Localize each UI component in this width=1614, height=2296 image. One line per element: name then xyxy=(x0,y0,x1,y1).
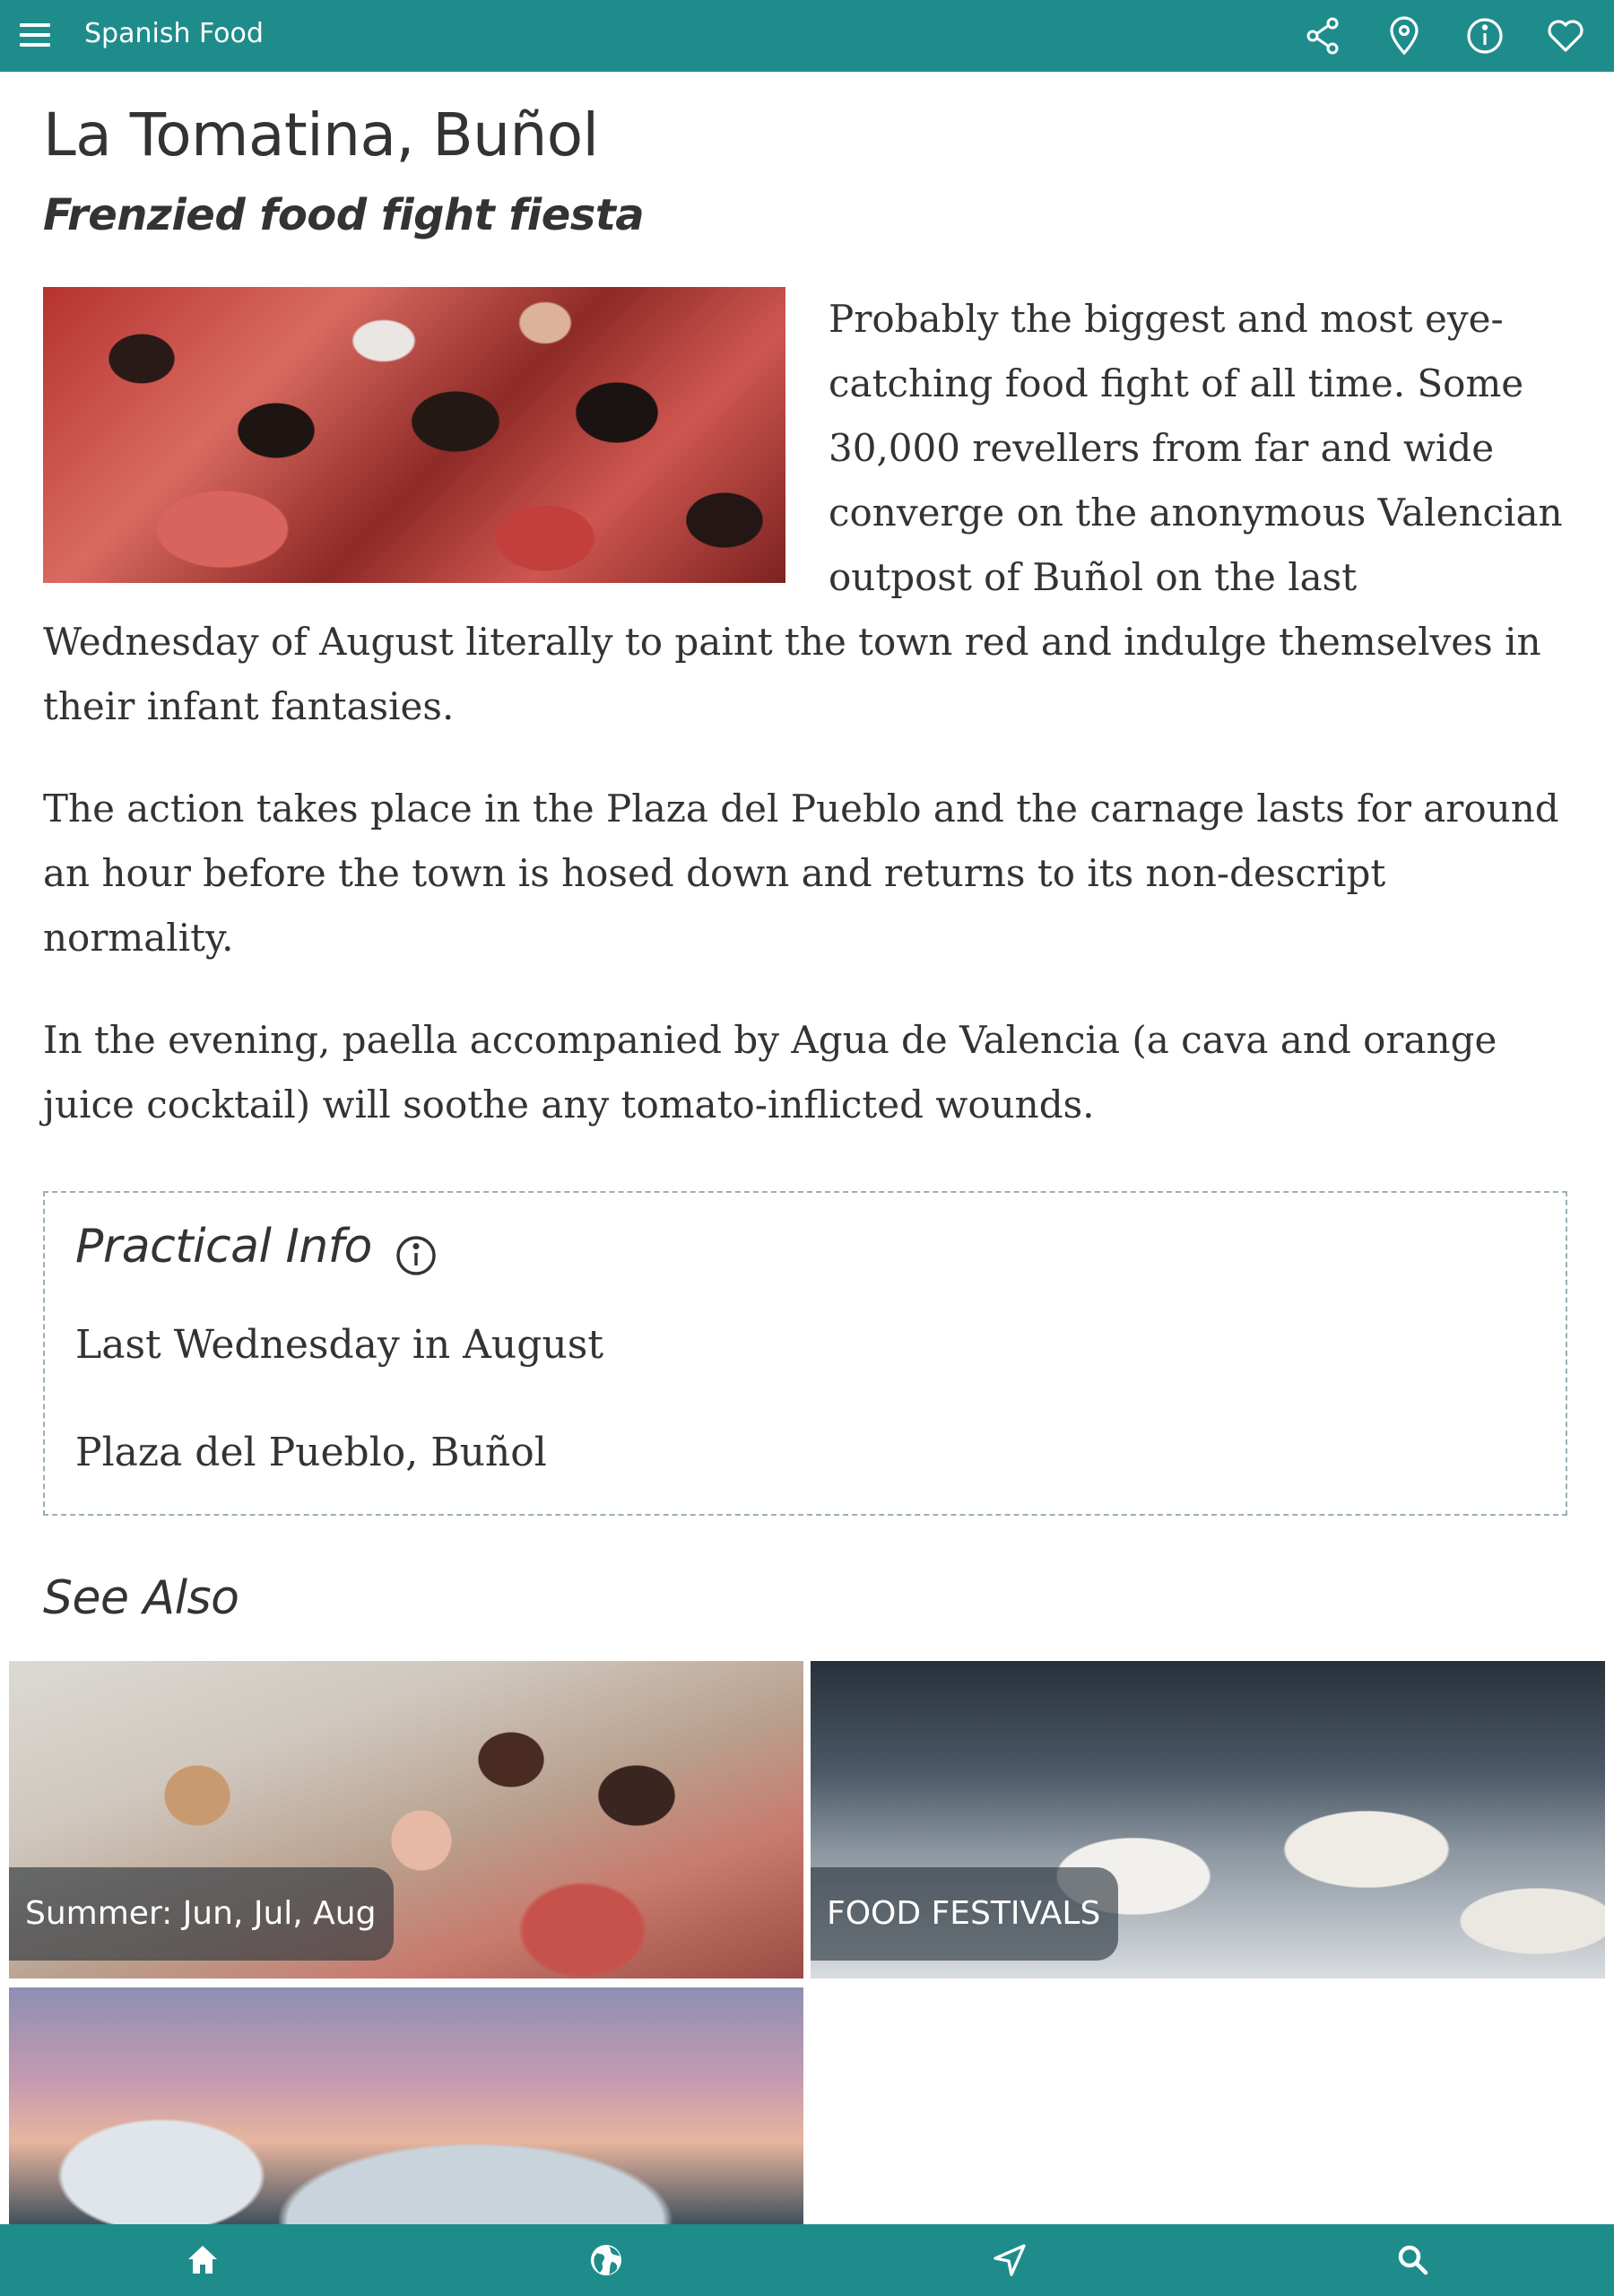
info-icon xyxy=(393,1232,439,1279)
article-paragraph: Probably the biggest and most eye-catching food fight of all time. Some 30,000 revellers from far and wide converge on the anonymous Valencian outpost of Buñol on the last Wednesday of August literally to paint the town red and indulge themselves in their infant fantasies. xyxy=(43,297,1563,728)
heart-icon[interactable] xyxy=(1542,13,1589,59)
page-subtitle: Frenzied food fight fiesta xyxy=(43,190,645,240)
menu-icon[interactable] xyxy=(14,16,57,56)
practical-info-when: Last Wednesday in August xyxy=(75,1322,604,1368)
navigation-arrow-icon[interactable] xyxy=(985,2235,1035,2285)
article-body xyxy=(43,287,1571,1175)
tile-label: FOOD FESTIVALS xyxy=(811,1867,1118,1961)
hero-image xyxy=(43,287,785,583)
practical-info-box xyxy=(43,1191,1567,1516)
home-icon[interactable] xyxy=(178,2235,228,2285)
share-icon[interactable] xyxy=(1300,13,1347,59)
info-icon[interactable] xyxy=(1462,13,1508,59)
app-title: Spanish Food xyxy=(84,18,264,49)
article-paragraph: The action takes place in the Plaza del Pueblo and the carnage lasts for around an hour before the town is hosed down and returns to its non-descript normality. xyxy=(43,787,1559,960)
app-bar xyxy=(0,0,1614,72)
page-title: La Tomatina, Buñol xyxy=(43,100,599,170)
practical-info-where: Plaza del Pueblo, Buñol xyxy=(75,1430,547,1475)
see-also-heading: See Also xyxy=(43,1571,239,1625)
see-also-tile-summer[interactable] xyxy=(9,1661,803,1979)
bottom-nav xyxy=(0,2224,1614,2296)
see-also-tile-food-festivals[interactable] xyxy=(811,1661,1605,1979)
globe-icon[interactable] xyxy=(581,2235,631,2285)
search-icon[interactable] xyxy=(1388,2235,1438,2285)
location-pin-icon[interactable] xyxy=(1381,13,1427,59)
article-paragraph: In the evening, paella accompanied by Agua de Valencia (a cava and orange juice cocktail) will soothe any tomato-inflicted wounds. xyxy=(43,1018,1497,1126)
tile-label: Summer: Jun, Jul, Aug xyxy=(9,1867,394,1961)
practical-info-heading: Practical Info xyxy=(75,1220,372,1274)
see-also-tile-valencia[interactable] xyxy=(9,1987,803,2224)
